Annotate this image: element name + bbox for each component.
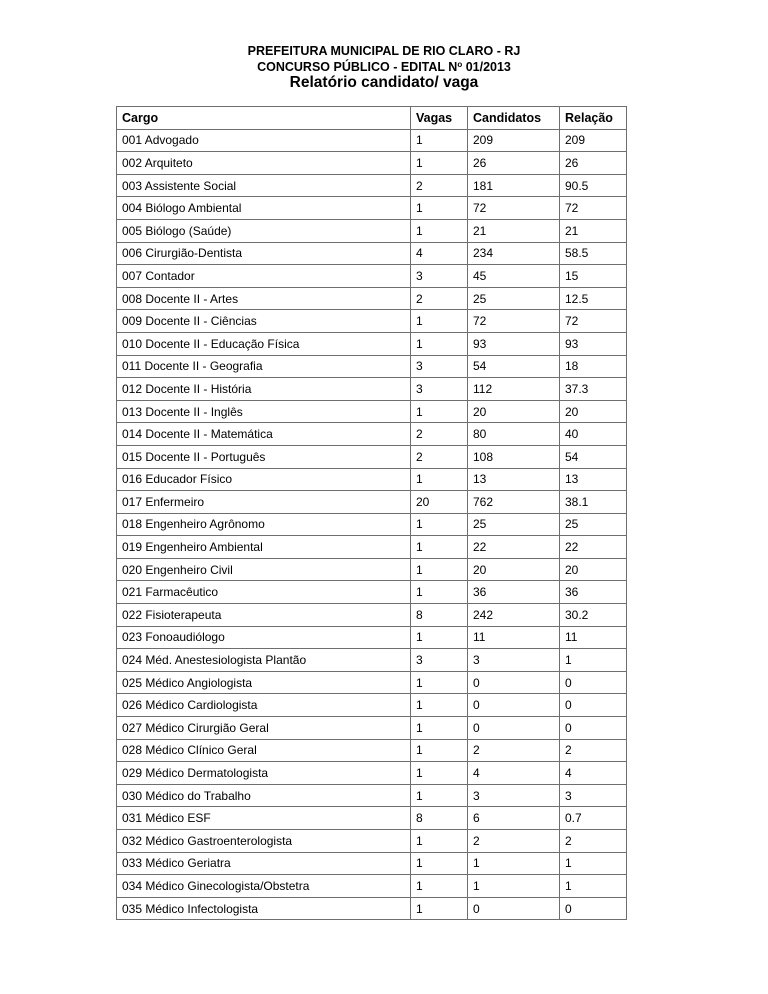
- cell-relacao: 0: [560, 694, 627, 717]
- cell-relacao: 93: [560, 332, 627, 355]
- cell-cargo: 012 Docente II - História: [117, 378, 411, 401]
- cell-vagas: 3: [411, 355, 468, 378]
- cell-relacao: 2: [560, 830, 627, 853]
- cell-candidatos: 45: [468, 265, 560, 288]
- cell-candidatos: 22: [468, 536, 560, 559]
- cell-relacao: 26: [560, 152, 627, 175]
- cell-vagas: 20: [411, 491, 468, 514]
- cell-candidatos: 242: [468, 604, 560, 627]
- table-row: [117, 852, 627, 875]
- cell-relacao: 25: [560, 513, 627, 536]
- cell-cargo: 031 Médico ESF: [117, 807, 411, 830]
- cell-cargo: 034 Médico Ginecologista/Obstetra: [117, 875, 411, 898]
- table-row: [117, 310, 627, 333]
- cell-relacao: 58.5: [560, 242, 627, 265]
- cell-vagas: 1: [411, 310, 468, 333]
- cell-vagas: 1: [411, 875, 468, 898]
- cell-cargo: 023 Fonoaudiólogo: [117, 626, 411, 649]
- cell-cargo: 024 Méd. Anestesiologista Plantão: [117, 649, 411, 672]
- table-row: [117, 830, 627, 853]
- cell-candidatos: 0: [468, 717, 560, 740]
- table-row: [117, 762, 627, 785]
- cell-cargo: 014 Docente II - Matemática: [117, 423, 411, 446]
- cell-candidatos: 25: [468, 513, 560, 536]
- cell-cargo: 013 Docente II - Inglês: [117, 400, 411, 423]
- cell-relacao: 20: [560, 400, 627, 423]
- table-row: [117, 604, 627, 627]
- table-row: [117, 219, 627, 242]
- cell-relacao: 37.3: [560, 378, 627, 401]
- cell-candidatos: 209: [468, 129, 560, 152]
- cell-candidatos: 3: [468, 649, 560, 672]
- table-row: [117, 445, 627, 468]
- table-row: [117, 242, 627, 265]
- cell-candidatos: 0: [468, 671, 560, 694]
- cell-vagas: 8: [411, 604, 468, 627]
- cell-candidatos: 4: [468, 762, 560, 785]
- cell-vagas: 2: [411, 445, 468, 468]
- cell-relacao: 4: [560, 762, 627, 785]
- table-row: [117, 423, 627, 446]
- cell-cargo: 017 Enfermeiro: [117, 491, 411, 514]
- cell-vagas: 1: [411, 197, 468, 220]
- cell-relacao: 0: [560, 671, 627, 694]
- cell-vagas: 1: [411, 626, 468, 649]
- cell-vagas: 1: [411, 671, 468, 694]
- cell-cargo: 006 Cirurgião-Dentista: [117, 242, 411, 265]
- cell-relacao: 209: [560, 129, 627, 152]
- cell-vagas: 1: [411, 219, 468, 242]
- cell-relacao: 1: [560, 649, 627, 672]
- cell-relacao: 1: [560, 852, 627, 875]
- header-contest-suffix: 01/2013: [462, 60, 511, 74]
- cell-vagas: 1: [411, 739, 468, 762]
- cell-vagas: 1: [411, 332, 468, 355]
- cell-candidatos: 13: [468, 468, 560, 491]
- cell-vagas: 1: [411, 400, 468, 423]
- cell-candidatos: 20: [468, 558, 560, 581]
- cell-cargo: 021 Farmacêutico: [117, 581, 411, 604]
- cell-cargo: 001 Advogado: [117, 129, 411, 152]
- table-row: [117, 717, 627, 740]
- cell-relacao: 40: [560, 423, 627, 446]
- table-row: [117, 694, 627, 717]
- table-row: [117, 129, 627, 152]
- table-row: [117, 558, 627, 581]
- table-row: [117, 671, 627, 694]
- cell-relacao: 38.1: [560, 491, 627, 514]
- cell-cargo: 005 Biólogo (Saúde): [117, 219, 411, 242]
- cell-relacao: 2: [560, 739, 627, 762]
- cell-vagas: 1: [411, 830, 468, 853]
- cell-cargo: 016 Educador Físico: [117, 468, 411, 491]
- cell-relacao: 11: [560, 626, 627, 649]
- cell-vagas: 1: [411, 852, 468, 875]
- cell-candidatos: 2: [468, 739, 560, 762]
- table-row: [117, 378, 627, 401]
- table-row: [117, 265, 627, 288]
- cell-vagas: 1: [411, 513, 468, 536]
- cell-vagas: 1: [411, 762, 468, 785]
- cell-candidatos: 2: [468, 830, 560, 853]
- cell-relacao: 36: [560, 581, 627, 604]
- cell-cargo: 029 Médico Dermatologista: [117, 762, 411, 785]
- cell-cargo: 035 Médico Infectologista: [117, 897, 411, 920]
- header-contest-sup: o: [457, 60, 463, 69]
- cell-vagas: 3: [411, 265, 468, 288]
- table-row: [117, 649, 627, 672]
- cell-relacao: 20: [560, 558, 627, 581]
- cell-vagas: 1: [411, 717, 468, 740]
- table-row: [117, 355, 627, 378]
- table-row: [117, 491, 627, 514]
- cell-vagas: 1: [411, 784, 468, 807]
- cell-candidatos: 112: [468, 378, 560, 401]
- cell-candidatos: 54: [468, 355, 560, 378]
- cell-relacao: 0.7: [560, 807, 627, 830]
- cell-candidatos: 93: [468, 332, 560, 355]
- table-row: [117, 807, 627, 830]
- cell-cargo: 002 Arquiteto: [117, 152, 411, 175]
- table-row: [117, 739, 627, 762]
- table-row: [117, 897, 627, 920]
- cell-relacao: 21: [560, 219, 627, 242]
- column-header-candidatos: Candidatos: [468, 107, 560, 130]
- cell-candidatos: 0: [468, 694, 560, 717]
- table-row: [117, 581, 627, 604]
- cell-vagas: 1: [411, 152, 468, 175]
- header-municipality: PREFEITURA MUNICIPAL DE RIO CLARO - RJ: [247, 44, 521, 58]
- cell-cargo: 026 Médico Cardiologista: [117, 694, 411, 717]
- cell-vagas: 8: [411, 807, 468, 830]
- cell-cargo: 015 Docente II - Português: [117, 445, 411, 468]
- table-row: [117, 513, 627, 536]
- cell-vagas: 2: [411, 174, 468, 197]
- cell-cargo: 033 Médico Geriatra: [117, 852, 411, 875]
- cell-candidatos: 11: [468, 626, 560, 649]
- cell-vagas: 1: [411, 536, 468, 559]
- cell-candidatos: 72: [468, 310, 560, 333]
- cell-vagas: 3: [411, 649, 468, 672]
- cell-cargo: 011 Docente II - Geografia: [117, 355, 411, 378]
- cell-vagas: 1: [411, 897, 468, 920]
- cell-relacao: 72: [560, 310, 627, 333]
- cell-candidatos: 1: [468, 875, 560, 898]
- cell-relacao: 90.5: [560, 174, 627, 197]
- cell-cargo: 007 Contador: [117, 265, 411, 288]
- cell-candidatos: 3: [468, 784, 560, 807]
- cell-cargo: 020 Engenheiro Civil: [117, 558, 411, 581]
- cell-relacao: 3: [560, 784, 627, 807]
- cell-relacao: 0: [560, 897, 627, 920]
- cell-vagas: 3: [411, 378, 468, 401]
- table-header-row: [117, 107, 627, 130]
- cell-candidatos: 181: [468, 174, 560, 197]
- table-row: [117, 784, 627, 807]
- cell-candidatos: 80: [468, 423, 560, 446]
- table-row: [117, 875, 627, 898]
- column-header-relacao: Relação: [560, 107, 627, 130]
- cell-relacao: 18: [560, 355, 627, 378]
- cell-vagas: 2: [411, 423, 468, 446]
- cell-candidatos: 21: [468, 219, 560, 242]
- cell-candidatos: 234: [468, 242, 560, 265]
- cell-cargo: 019 Engenheiro Ambiental: [117, 536, 411, 559]
- cell-relacao: 1: [560, 875, 627, 898]
- cell-relacao: 15: [560, 265, 627, 288]
- cell-cargo: 032 Médico Gastroenterologista: [117, 830, 411, 853]
- cell-vagas: 2: [411, 287, 468, 310]
- cell-relacao: 13: [560, 468, 627, 491]
- cell-cargo: 009 Docente II - Ciências: [117, 310, 411, 333]
- cell-candidatos: 1: [468, 852, 560, 875]
- cell-cargo: 022 Fisioterapeuta: [117, 604, 411, 627]
- table-row: [117, 332, 627, 355]
- table-row: [117, 152, 627, 175]
- table-row: [117, 468, 627, 491]
- cell-vagas: 1: [411, 558, 468, 581]
- cell-relacao: 30.2: [560, 604, 627, 627]
- cell-relacao: 22: [560, 536, 627, 559]
- cell-candidatos: 0: [468, 897, 560, 920]
- column-header-cargo: Cargo: [117, 107, 411, 130]
- cell-candidatos: 108: [468, 445, 560, 468]
- header-contest: [0, 58, 768, 74]
- candidates-per-vacancy-table: [116, 106, 627, 920]
- cell-relacao: 12.5: [560, 287, 627, 310]
- cell-vagas: 1: [411, 694, 468, 717]
- cell-candidatos: 6: [468, 807, 560, 830]
- cell-vagas: 4: [411, 242, 468, 265]
- report-title: Relatório candidato/ vaga: [289, 74, 479, 91]
- cell-relacao: 0: [560, 717, 627, 740]
- cell-vagas: 1: [411, 468, 468, 491]
- cell-cargo: 010 Docente II - Educação Física: [117, 332, 411, 355]
- table-row: [117, 287, 627, 310]
- table-body: [117, 129, 627, 920]
- cell-cargo: 004 Biólogo Ambiental: [117, 197, 411, 220]
- table-row: [117, 197, 627, 220]
- cell-cargo: 027 Médico Cirurgião Geral: [117, 717, 411, 740]
- cell-cargo: 003 Assistente Social: [117, 174, 411, 197]
- cell-relacao: 54: [560, 445, 627, 468]
- cell-relacao: 72: [560, 197, 627, 220]
- cell-candidatos: 20: [468, 400, 560, 423]
- column-header-vagas: Vagas: [411, 107, 468, 130]
- cell-cargo: 030 Médico do Trabalho: [117, 784, 411, 807]
- cell-cargo: 025 Médico Angiologista: [117, 671, 411, 694]
- cell-vagas: 1: [411, 581, 468, 604]
- cell-candidatos: 26: [468, 152, 560, 175]
- table-row: [117, 400, 627, 423]
- table-row: [117, 174, 627, 197]
- cell-candidatos: 72: [468, 197, 560, 220]
- cell-vagas: 1: [411, 129, 468, 152]
- header-contest-prefix: CONCURSO PÚBLICO - EDITAL N: [257, 60, 458, 74]
- document-header: [0, 44, 768, 92]
- cell-cargo: 018 Engenheiro Agrônomo: [117, 513, 411, 536]
- table-row: [117, 626, 627, 649]
- cell-cargo: 028 Médico Clínico Geral: [117, 739, 411, 762]
- cell-cargo: 008 Docente II - Artes: [117, 287, 411, 310]
- cell-candidatos: 25: [468, 287, 560, 310]
- cell-candidatos: 36: [468, 581, 560, 604]
- table-row: [117, 536, 627, 559]
- cell-candidatos: 762: [468, 491, 560, 514]
